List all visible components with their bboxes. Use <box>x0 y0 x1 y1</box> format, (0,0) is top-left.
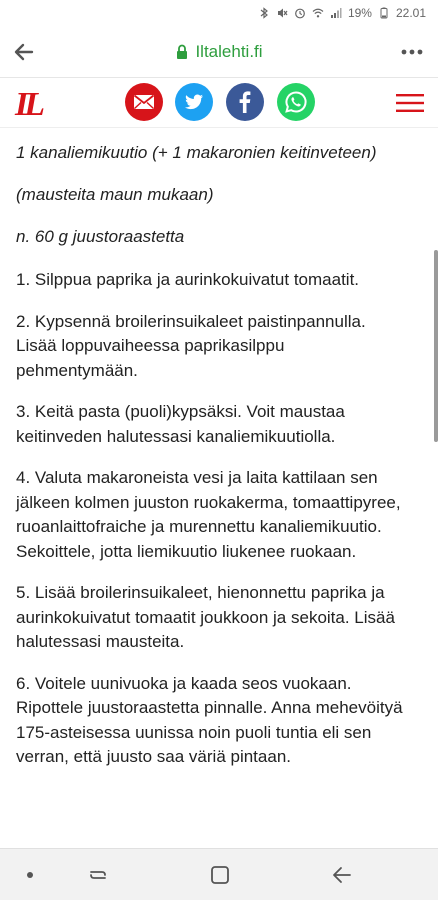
battery-icon <box>378 7 390 19</box>
back-icon[interactable] <box>330 863 354 887</box>
lock-icon <box>175 44 189 60</box>
iltalehti-logo[interactable] <box>14 84 50 122</box>
recipe-step: 6. Voitele uunivuoka ja kaada seos vuokaan. Ripottele juustoraastetta pinnalle. Anna mehevöityä 175-asteisessa uunissa noin puoli tuntia eli sen verran, että juusto saa väriä pintaan. <box>16 673 403 766</box>
share-facebook-button[interactable] <box>225 82 265 122</box>
twitter-icon <box>174 82 214 122</box>
clock: 22.01 <box>395 6 426 20</box>
recipe-step: 5. Lisää broilerinsuikaleet, hienonnettu paprika ja aurinkokuivatut tomaatit joukkoon ja sekoita. Lisää halutessasi mausteita. <box>16 583 395 651</box>
alarm-icon <box>294 7 306 19</box>
article-body <box>16 140 411 787</box>
back-arrow-icon[interactable] <box>12 40 36 64</box>
signal-icon <box>330 7 342 19</box>
scrollbar[interactable] <box>434 250 438 442</box>
hamburger-menu-icon[interactable] <box>396 92 424 114</box>
more-options-icon[interactable] <box>400 42 424 62</box>
site-header <box>0 78 438 128</box>
ingredient-line: 1 kanaliemikuutio (+ 1 makaronien keitinveteen) <box>16 143 377 162</box>
share-twitter-button[interactable] <box>174 82 214 122</box>
system-nav-bar <box>0 848 438 900</box>
share-whatsapp-button[interactable] <box>276 82 316 122</box>
ingredient-line: (mausteita maun mukaan) <box>16 185 214 204</box>
recipe-step: 1. Silppua paprika ja aurinkokuivatut tomaatit. <box>16 270 360 289</box>
ingredient-line: n. 60 g juustoraastetta <box>16 227 185 246</box>
browser-toolbar <box>0 26 438 78</box>
email-icon <box>124 82 164 122</box>
share-email-button[interactable] <box>124 82 164 122</box>
recent-apps-icon[interactable] <box>86 863 110 887</box>
home-square-icon[interactable] <box>208 863 232 887</box>
recipe-step: 4. Valuta makaroneista vesi ja laita kattilaan sen jälkeen kolmen juuston ruokakerma, tomaattipyree, ruoanlaittofraiche ja murennettu kanaliemikuutio. Sekoittele, jotta liemikuutio liukenee ruokaan. <box>16 468 401 561</box>
bluetooth-icon <box>258 7 270 19</box>
url-text[interactable]: Iltalehti.fi <box>195 42 263 61</box>
wifi-icon <box>312 7 324 19</box>
battery-level: 19% <box>347 6 372 20</box>
mute-icon <box>276 7 288 19</box>
whatsapp-icon <box>276 82 316 122</box>
recipe-step: 2. Kypsennä broilerinsuikaleet paistinpannulla. Lisää loppuvaiheessa paprikasilppu pehmentymään. <box>16 311 366 380</box>
status-bar <box>0 0 438 26</box>
recipe-step: 3. Keitä pasta (puoli)kypsäksi. Voit maustaa keitinveden halutessasi kanaliemikuutiolla. <box>16 402 345 446</box>
svg-text:IL: IL <box>15 86 41 122</box>
dot-icon[interactable] <box>22 863 46 887</box>
facebook-icon <box>225 82 265 122</box>
address-bar <box>0 26 438 78</box>
